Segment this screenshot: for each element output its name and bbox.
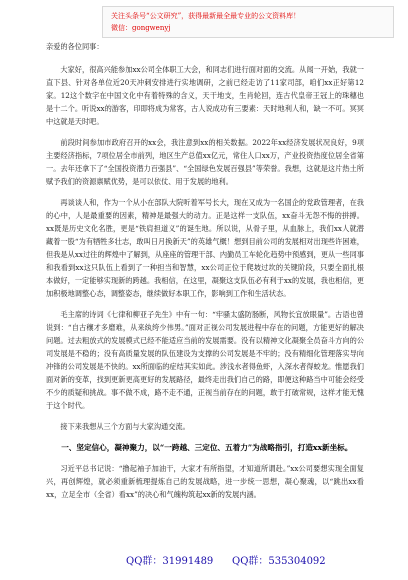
promo-banner <box>102 6 394 38</box>
qq-group-1: QQ群：31991489 <box>126 556 214 567</box>
section-heading: 一、坚定信心，凝神聚力，以“一跨越、三定位、五着力”为战略指引，打造xx新坐标。 <box>61 443 353 452</box>
promo-text: 关注头条号“公文研究”，获得最新最全最专业的公文资料库！ <box>111 12 301 20</box>
paragraph-4: 毛主席的诗词《七律和柳亚子先生》中有一句：“牢骚太盛防肠断，风物长宜放眼量”。古语也曾说到：“自古穰才多磨难，从来纨绔少伟男。”面对正视公司发展进程中存在的问题，方能更好的解决问题。过去粗放式的发展模式已经不能适应当前的发展需要。没有以精神文化凝聚全员奋斗方向的公司发展是不稳的；没有高质量发展的队伍建设为支撑的公司发展是不牢的；没有精细化管理落实导向冲锋的公司发展是不快的。xx所面临的症结其实如此。涉浅水者得鱼虾，入深水者得蛟龙。惟愿我们面对新的变革，找到更新更高更好的发展路径，最终走出我们自己的路，即便这种路当中可能会经受不少的质疑和挑战。事不做不成，路不走不通，正视当前存在的问题，敢于打破常规，这样才能无愧于这个时代。 <box>46 310 364 410</box>
footer <box>0 548 408 572</box>
closing-paragraph: 习近平总书记说：“撸起袖子加油干，大家才有所指望，才知道所谓赴。”xx公司要想实现全面复兴，再创辉煌，就必须重新梳理提炼自己的发展战略，进一步统一思想，凝心聚魂，以“跳出xx看xx，立足全市（全省）看xx”的决心和气魄构筑起xx新的发展内涵。 <box>46 464 364 499</box>
paragraph-2: 前段时间参加市政府召开的xx会，我注意到xx的相关数据。2022年xx经济发展状况良好，9项主要经济指标，7项位居全市前列，地区生产总值xx亿元，常住人口xx万，产业投资热度位居全省第一。去年还拿下了“全国投资潜力百强县”、“全国绿色发展百强县”等荣誉。我想，这就是这片热土所赋予我们的资源禀赋优势，是可以依仗、用于发展的地利。 <box>46 138 364 186</box>
wechat-id: 微信：gongwenyj <box>111 24 171 32</box>
document-body <box>46 40 364 509</box>
qq-group-2: QQ群：535304092 <box>232 556 326 567</box>
transition-text: 接下来我想从三个方面与大家沟通交流。 <box>60 422 190 431</box>
paragraph-3: 再谈谈人和，作为一个从小在部队大院听着军号长大，现在又成为一名国企的党政管理者，在我的心中，人是最重要的因素，精神是最强大的动力。正是这样一支队伍，xx奋斗无怨不悔的拼搏。xx既是历史文化名胜，更是“铁肩担道义”的诞生地。所以说，从骨子里，从血脉上，我们xx人就潜藏着一股“为有牺牲多壮志，敢叫日月换新天”的英雄气概！想到目前公司的发展相对出现些许困难，但我是从xx过往的辉煌中了解到，从座座的管理干部、内勤员工车轮化趋势中预感到，更从一些同事和我看到xx这只队伍上看到了一种担当和智慧，xx公司正位于爬坡过坎的关键阶段，只要全面扎根本做好，一定能够实现新的跨越。我相信，在这里，凝聚这支队伍必有利于xx的发展，我也相信，更加积极地调整心态，调整姿态，继续做好本职工作，影响到工作和生活状态。 <box>46 198 364 298</box>
greeting: 亲爱的各位同事： <box>46 42 104 51</box>
paragraph-1: 大家好，很高兴能参加xx公司全体职工大会，和同志们进行面对面的交流。从闻一开始，我就一直下县、针对各单位近20天冲刺安排进行实地调研，之前已经走访了11家司部，咱们xx正好第12家。12这个数字在中国文化中有着特殊的含义，天干地支，生肖轮回，连古代皇帝王冠上的珠穗也是十二个。听说xx的游客，印即将成为常客，古人说成功有三要素：天时地利人和，缺一不可。冥冥中这就是天时吧。 <box>46 65 364 126</box>
